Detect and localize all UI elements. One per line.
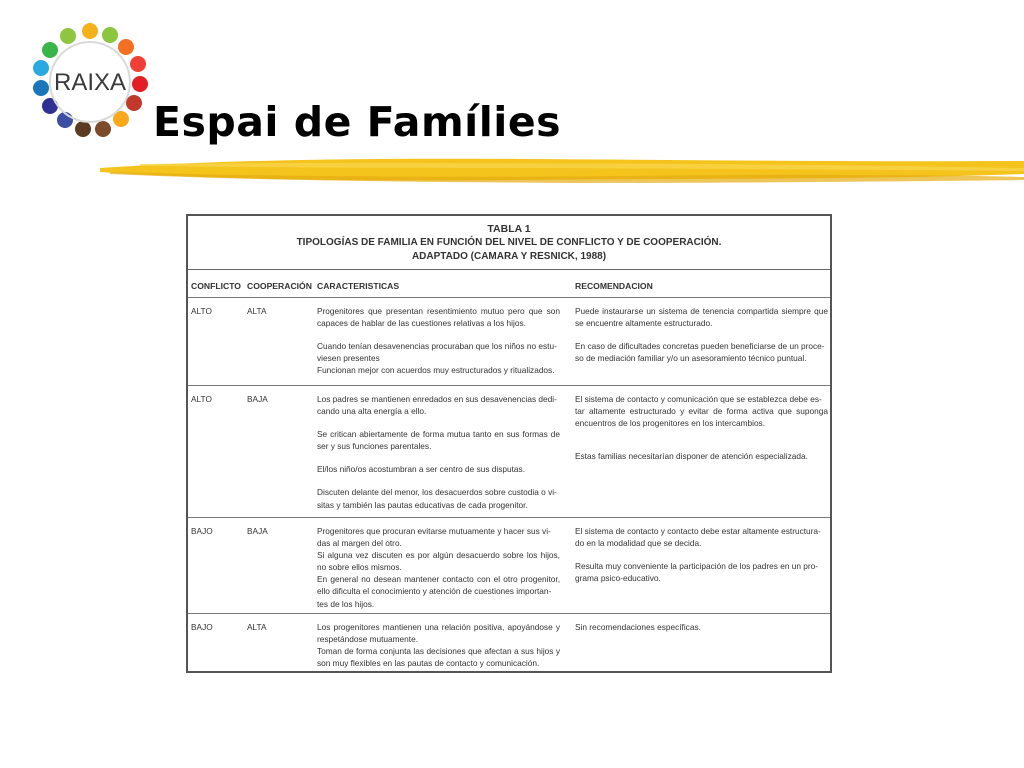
table-row	[188, 614, 830, 677]
conflict-cell: BAJO	[191, 526, 213, 536]
recommendation-paragraph: Estas familias necesitarían disponer de atención especializada.	[575, 451, 808, 462]
table-subtitle: TIPOLOGÍAS DE FAMILIA EN FUNCIÓN DEL NIVEL DE CONFLICTO Y DE COOPERACIÓN.	[296, 237, 722, 248]
recommendation-cell	[575, 621, 828, 633]
table-number: TABLA 1	[487, 223, 531, 235]
recommendation-paragraph: Resulta muy conveniente la participación de los padres en un pro- grama psico-educativo.	[575, 561, 819, 584]
conflict-cell: ALTO	[191, 394, 212, 404]
cooperation-cell: ALTA	[247, 306, 267, 316]
recommendation-paragraph: En caso de dificultades concretas pueden beneficiarse de un proce- so de mediación familiar y/o un asesoramiento técnico puntual.	[575, 341, 825, 364]
characteristics-paragraph: Progenitores que procuran evitarse mutuamente y hacer sus vi- das al margen del otro. Si alguna vez discuten es por algún desacuerdo sobre los hijos, no sobre ellos mismos. En general no desean mantener contacto con el otro progenitor, ello dificulta el conocimiento y atención de cuestiones importan- tes de los hijos.	[317, 526, 560, 609]
table-row	[188, 386, 830, 518]
characteristics-cell	[317, 621, 560, 669]
characteristics-paragraph: Progenitores que presentan resentimiento mutuo pero que son capaces de hablar de las cuestiones relativas a los hijos.	[317, 306, 560, 329]
logo-text: RAIXA	[53, 69, 127, 96]
column-header-cooperation: COOPERACIÓN	[247, 281, 312, 291]
conflict-cell: BAJO	[191, 622, 213, 632]
column-header-recommendation: RECOMENDACION	[575, 281, 653, 291]
cooperation-cell: ALTA	[247, 622, 267, 632]
characteristics-cell	[317, 525, 560, 610]
characteristics-paragraph: Los progenitores mantienen una relación positiva, apoyándose y respetándose mutuamente. Toman de forma conjunta las decisiones que afectan a sus hijos y son muy flexibles en las pautas de contacto y comunicación.	[317, 622, 560, 669]
raixa-logo	[26, 18, 154, 146]
family-typology-table	[186, 214, 832, 673]
table-row	[188, 518, 830, 614]
conflict-cell: ALTO	[191, 306, 212, 316]
table-header-row	[188, 270, 830, 298]
recommendation-paragraph: Puede instaurarse un sistema de tenencia compartida siempre que se encuentre altamente estructurado.	[575, 306, 828, 329]
recommendation-cell	[575, 393, 828, 462]
cooperation-cell: BAJA	[247, 394, 268, 404]
characteristics-cell	[317, 393, 560, 511]
characteristics-paragraph: Los padres se mantienen enredados en sus desavenencias dedi- cando una alta energía a ello.	[317, 394, 557, 417]
recommendation-paragraph: Sin recomendaciones específicas.	[575, 622, 701, 632]
characteristics-paragraph: Se critican abiertamente de forma mutua tanto en sus formas de ser y sus funciones parentales.	[317, 429, 560, 452]
yellow-brush-stroke	[100, 150, 1024, 190]
recommendation-paragraph: El sistema de contacto y contacto debe estar altamente estructura- do en la modalidad que se decida.	[575, 526, 821, 549]
column-header-conflict: CONFLICTO	[191, 281, 241, 291]
slide-title: Espai de Famílies	[153, 98, 562, 146]
column-header-characteristics: CARACTERISTICAS	[317, 281, 400, 291]
characteristics-paragraph: El/los niño/os acostumbran a ser centro de sus disputas.	[317, 464, 525, 475]
characteristics-paragraph: Cuando tenían desavenencias procuraban que los niños no estu- viesen presentes Funcionan mejor con acuerdos muy estructurados y ritualizados.	[317, 341, 557, 376]
table-heading	[188, 216, 830, 270]
characteristics-paragraph: Discuten delante del menor, los desacuerdos sobre custodia o vi- sitas y también las pautas educativas de cada progenitor.	[317, 487, 557, 510]
recommendation-cell	[575, 305, 828, 364]
table-source: ADAPTADO (CAMARA Y RESNICK, 1988)	[411, 251, 607, 262]
cooperation-cell: BAJA	[247, 526, 268, 536]
table-row	[188, 298, 830, 386]
recommendation-paragraph: El sistema de contacto y comunicación que se establezca debe es- tar altamente estructurado y evitar de forma activa que suponga encuentros de los progenitores en los intercambios.	[575, 394, 828, 429]
recommendation-cell	[575, 525, 828, 584]
characteristics-cell	[317, 305, 560, 376]
